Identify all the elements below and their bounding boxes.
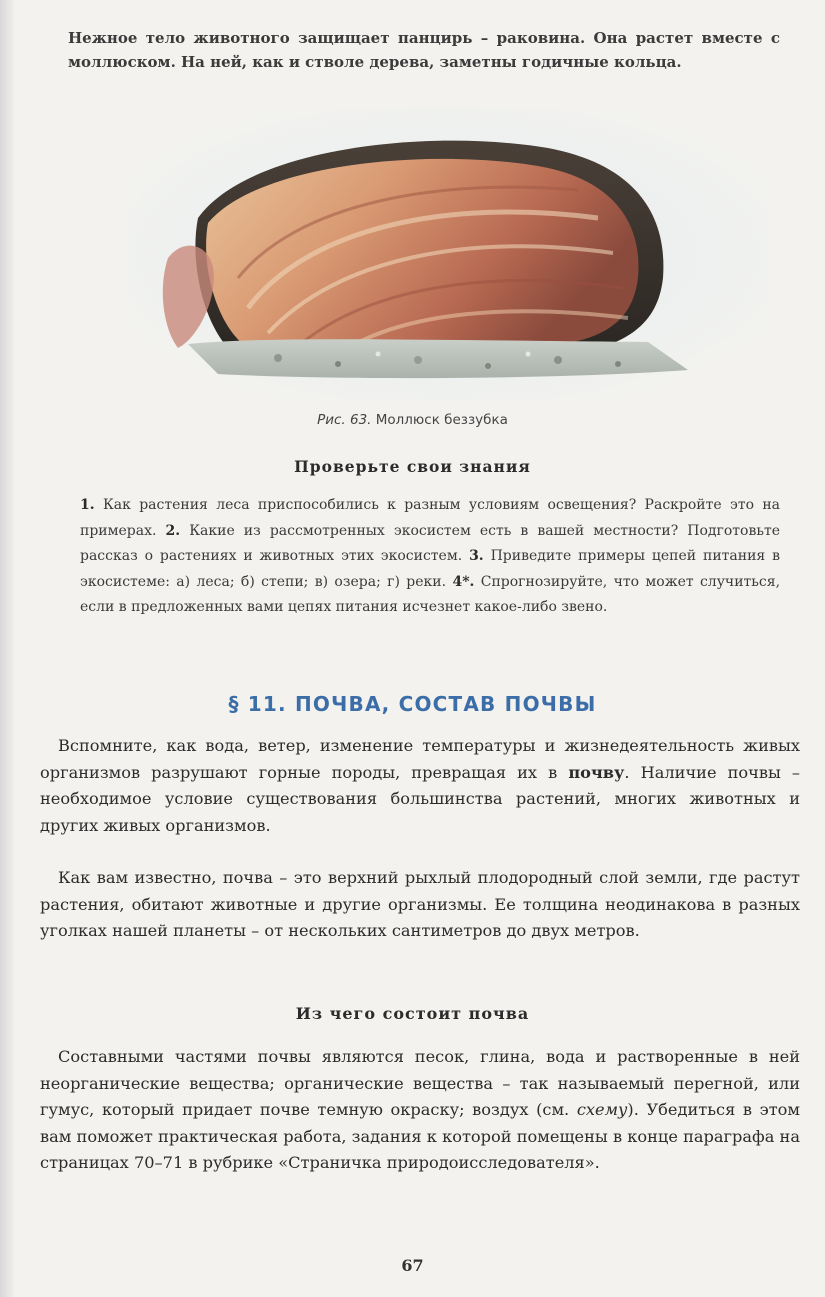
question-4-text: Спрогнозируйте, что может случиться, если в предложенных вами цепях питания исчезнет какое-либо звено. [80, 573, 781, 615]
question-1-number: 1. [80, 497, 95, 513]
paragraph-3-italic: схему [576, 1100, 628, 1119]
mussel-figure [128, 108, 768, 400]
paragraph-1-start: Вспомните, как вода, ветер, изменение температуры и жизнедеятельность живых организмов разрушают горные породы, превращая их в [40, 736, 800, 782]
figure-caption [0, 412, 825, 428]
question-3-number: 3. [469, 548, 484, 564]
paragraph-3-end: ). Убедиться в этом вам поможет практическая работа, задания к которой помещены в конце параграфа на страницах 70–71 в рубрике «Страничка природоисследователя». [40, 1100, 800, 1172]
question-2-number: 2. [165, 522, 181, 539]
mussel-shell-illustration [128, 108, 768, 400]
review-questions-body [80, 493, 780, 621]
page-number: 67 [401, 1256, 424, 1275]
section-paragraph-1 [40, 733, 800, 839]
subsection-heading: Из чего состоит почва [295, 1004, 530, 1023]
review-questions-title: Проверьте свои знания [294, 457, 531, 476]
question-3-text: Приведите примеры цепей питания в экосистеме: а) леса; б) степи; в) озера; г) реки. [80, 548, 781, 590]
paragraph-3-start: Составными частями почвы являются песок, глина, вода и растворенные в ней неорганические вещества; органические вещества – так называемый перегной, или гумус, который придает почве темную окраску; воздух (см. [40, 1047, 800, 1119]
section-paragraph-2: Как вам известно, почва – это верхний рыхлый плодородный слой земли, где растут растения, обитают животные и другие организмы. Ее толщина неодинакова в разных уголках нашей планеты – от нескольких сантиметров до двух метров. [40, 868, 800, 940]
figure-caption-number: Рис. 63. [317, 412, 372, 428]
intro-paragraph: Нежное тело животного защищает панцирь – раковина. Она растет вместе с моллюском. На ней, как и стволе дерева, заметны годичные кольца. [68, 29, 780, 71]
paragraph-1-term: почву [568, 762, 625, 782]
subsection-paragraph [40, 1044, 800, 1177]
figure-caption-text: Моллюск беззубка [375, 412, 508, 428]
paragraph-1-end: . Наличие почвы – необходимое условие существования большинства растений, многих животных и других живых организмов. [40, 762, 800, 835]
question-1-text: Как растения леса приспособились к разным условиям освещения? Раскройте это на примерах. [80, 497, 780, 539]
section-heading: § 11. ПОЧВА, СОСТАВ ПОЧВЫ [228, 692, 597, 716]
question-2-text: Какие из рассмотренных экосистем есть в вашей местности? Подготовьте рассказ о растениях и животных этих экосистем. [80, 522, 781, 564]
question-4-number: 4*. [452, 573, 475, 590]
